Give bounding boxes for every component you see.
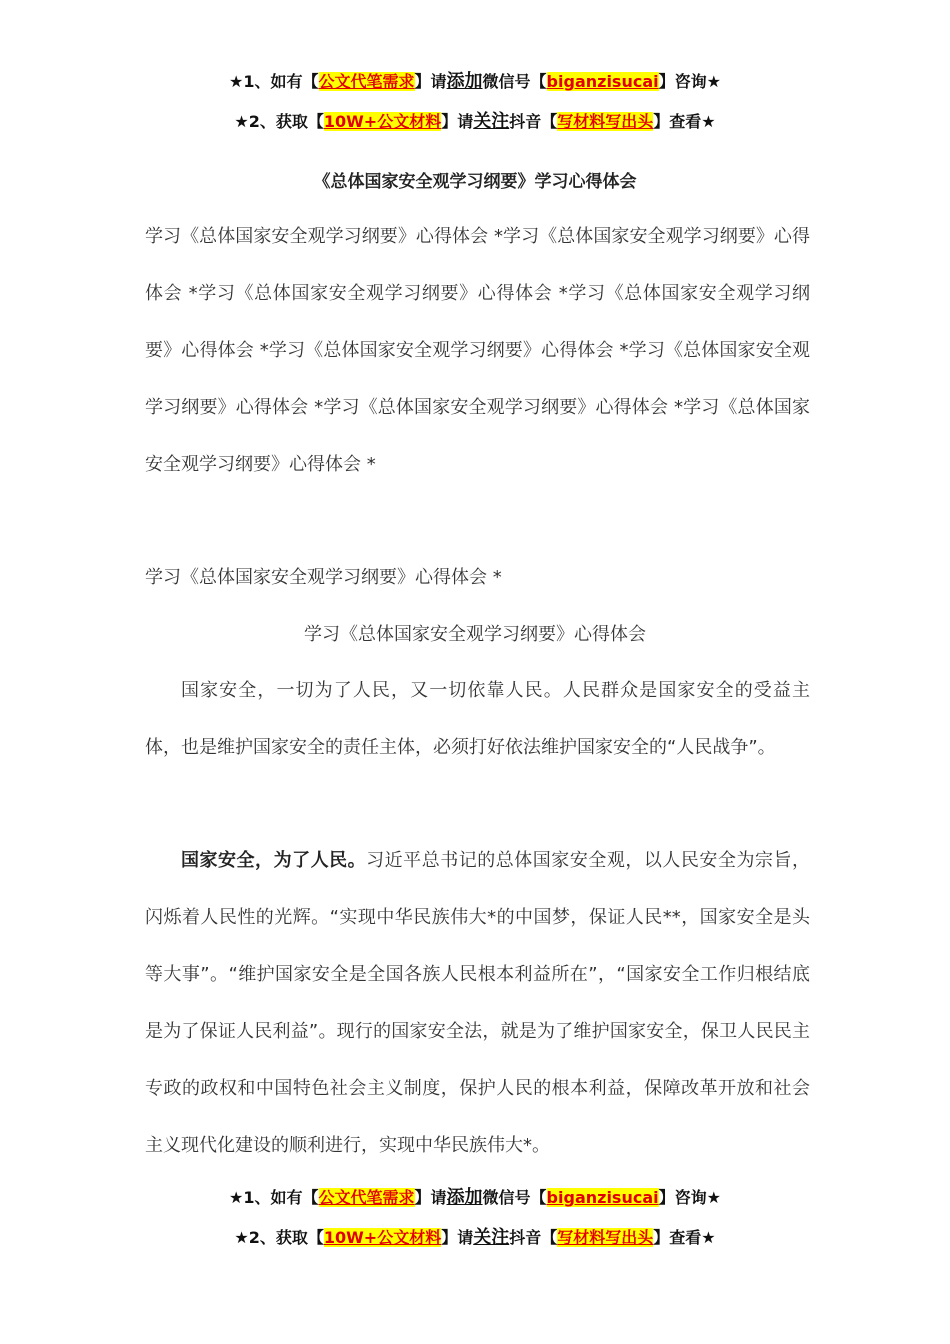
promo-highlight-douyin-id: 写材料写出头: [557, 112, 654, 131]
paragraph-2: [145, 832, 810, 1174]
promo-text: ★1、如有【: [229, 72, 319, 91]
promo-text: 微信号【: [482, 1188, 547, 1207]
promo-text: 微信号【: [482, 72, 547, 91]
promo-text: 】查看★: [653, 112, 716, 131]
repeated-heading-block: 学习《总体国家安全观学习纲要》心得体会 *学习《总体国家安全观学习纲要》心得体会 *学习《总体国家安全观学习纲要》心得体会 *学习《总体国家安全观学习纲要》心得体会 *学习《总体国家安全观学习纲要》心得体会 *学习《总体国家安全观学习纲要》心得体会 *学习《总体国家安全观学习纲要》心得体会 *学习《总体国家安全观学习纲要》心得体会 *: [145, 226, 810, 475]
promo-text: 】请: [441, 1228, 474, 1247]
promo-top-line2: [0, 110, 950, 134]
promo-text: 抖音【: [509, 112, 558, 131]
promo-highlight-materials: 10W+公文材料: [323, 112, 442, 131]
repeated-heading-line: 学习《总体国家安全观学习纲要》心得体会 *: [145, 567, 502, 588]
paragraph-2-lead: 国家安全，为了人民。: [181, 850, 367, 871]
paragraph-1: 国家安全，一切为了人民，又一切依靠人民。人民群众是国家安全的受益主体，也是维护国家安全的责任主体，必须打好依法维护国家安全的“人民战争”。: [145, 680, 810, 758]
promo-top-line1: [0, 70, 950, 94]
promo-text: ★2、获取【: [234, 112, 324, 131]
promo-highlight-wechat-id: biganzisucai: [546, 72, 659, 91]
promo-text: 抖音【: [509, 1228, 558, 1247]
promo-text: 】请: [441, 112, 474, 131]
promo-text: 】咨询★: [658, 72, 721, 91]
promo-text: 】请: [414, 1188, 447, 1207]
promo-highlight-douyin-id: 写材料写出头: [557, 1228, 654, 1247]
promo-bottom-line2: [0, 1226, 950, 1250]
promo-text: 】查看★: [653, 1228, 716, 1247]
promo-text: ★2、获取【: [234, 1228, 324, 1247]
paragraph-2-text: 习近平总书记的总体国家安全观，以人民安全为宗旨，闪烁着人民性的光辉。“实现中华民族伟大*的中国梦，保证人民**，国家安全是头等大事”。“维护国家安全是全国各族人民根本利益所在”，“国家安全工作归根结底是为了保证人民利益”。现行的国家安全法，就是为了维护国家安全，保卫人民民主专政的政权和中国特色社会主义制度，保护人民的根本利益，保障改革开放和社会主义现代化建设的顺利进行，实现中华民族伟大*。: [145, 850, 811, 1156]
promo-underline-add: 添加: [446, 1187, 483, 1208]
promo-highlight-wechat-id: biganzisucai: [546, 1188, 659, 1207]
promo-text: ★1、如有【: [229, 1188, 319, 1207]
promo-text: 】请: [414, 72, 447, 91]
promo-underline-follow: 关注: [473, 111, 510, 132]
promo-highlight-materials: 10W+公文材料: [323, 1228, 442, 1247]
promo-highlight-service: 公文代笔需求: [318, 1188, 415, 1207]
promo-underline-follow: 关注: [473, 1227, 510, 1248]
section-subtitle: 学习《总体国家安全观学习纲要》心得体会: [304, 624, 646, 645]
promo-bottom-line1: [0, 1186, 950, 1210]
promo-underline-add: 添加: [446, 71, 483, 92]
promo-highlight-service: 公文代笔需求: [318, 72, 415, 91]
promo-text: 】咨询★: [658, 1188, 721, 1207]
document-title: 《总体国家安全观学习纲要》学习心得体会: [313, 172, 637, 192]
